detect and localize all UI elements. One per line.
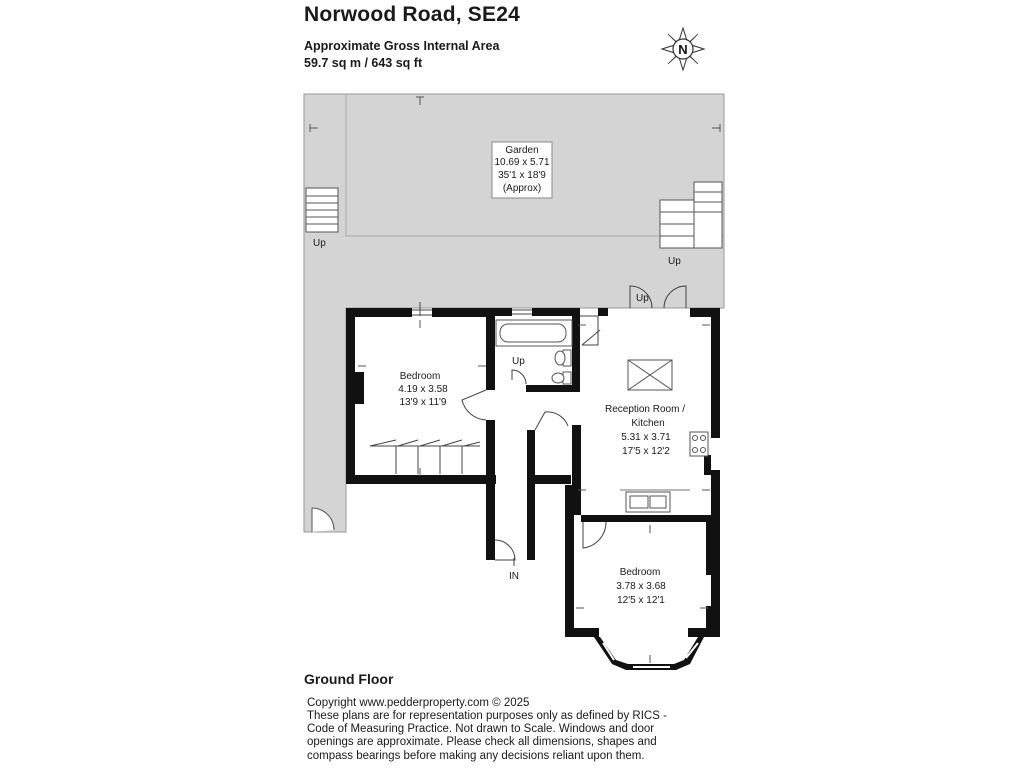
reception-name-2: Kitchen — [631, 418, 665, 429]
garden-imperial: 35'1 x 18'9 — [498, 170, 546, 181]
garden-note: (Approx) — [502, 183, 542, 194]
garden-steps-left — [306, 188, 338, 232]
reception-name: Reception Room / — [604, 404, 686, 415]
disclaimer-text: These plans are for representation purposes only as defined by RICS - Code of Measuring Practice. Not drawn to Scale. Windows and door openings are approximate. Please check all dimensions, shapes and compass bearings before making any decisions reliant upon them. — [307, 710, 667, 762]
bedroom1-imperial: 13'9 x 11'9 — [399, 397, 447, 408]
up-marker-hall: Up — [512, 356, 525, 367]
bedroom2-imperial: 12'5 x 12'1 — [617, 595, 665, 606]
plan-title: Norwood Road, SE24 — [304, 3, 520, 26]
bedroom2-metric: 3.78 x 3.68 — [616, 581, 666, 592]
area-label: Approximate Gross Internal Area — [304, 39, 500, 53]
floor-label: Ground Floor — [304, 671, 394, 687]
garden-metric: 10.69 x 5.71 — [494, 157, 550, 168]
toilet — [552, 350, 571, 384]
front-door — [495, 540, 515, 560]
bedroom1-name: Bedroom — [399, 371, 441, 382]
reception-imperial: 17'5 x 12'2 — [622, 446, 670, 457]
garden-name: Garden — [505, 145, 539, 156]
compass-icon — [662, 28, 704, 70]
bedroom1-metric: 4.19 x 3.58 — [398, 384, 448, 395]
up-marker-door: Up — [636, 293, 649, 304]
copyright-text: Copyright www.pedderproperty.com © 2025 — [307, 697, 530, 709]
up-marker-left: Up — [313, 238, 326, 249]
entrance-marker: IN — [509, 571, 519, 582]
bath — [496, 320, 572, 346]
wardrobes — [370, 440, 480, 474]
reception-metric: 5.31 x 3.71 — [621, 432, 671, 443]
bay-window — [594, 637, 704, 670]
hob — [690, 432, 708, 456]
bedroom2-name: Bedroom — [619, 567, 661, 578]
kitchen-sink — [626, 492, 670, 512]
bathroom-window — [512, 310, 532, 314]
compass-label: N — [678, 42, 688, 57]
skylight — [628, 360, 672, 390]
up-marker-right: Up — [668, 256, 681, 267]
area-value: 59.7 sq m / 643 sq ft — [304, 56, 423, 70]
bedroom1-door — [462, 390, 486, 420]
